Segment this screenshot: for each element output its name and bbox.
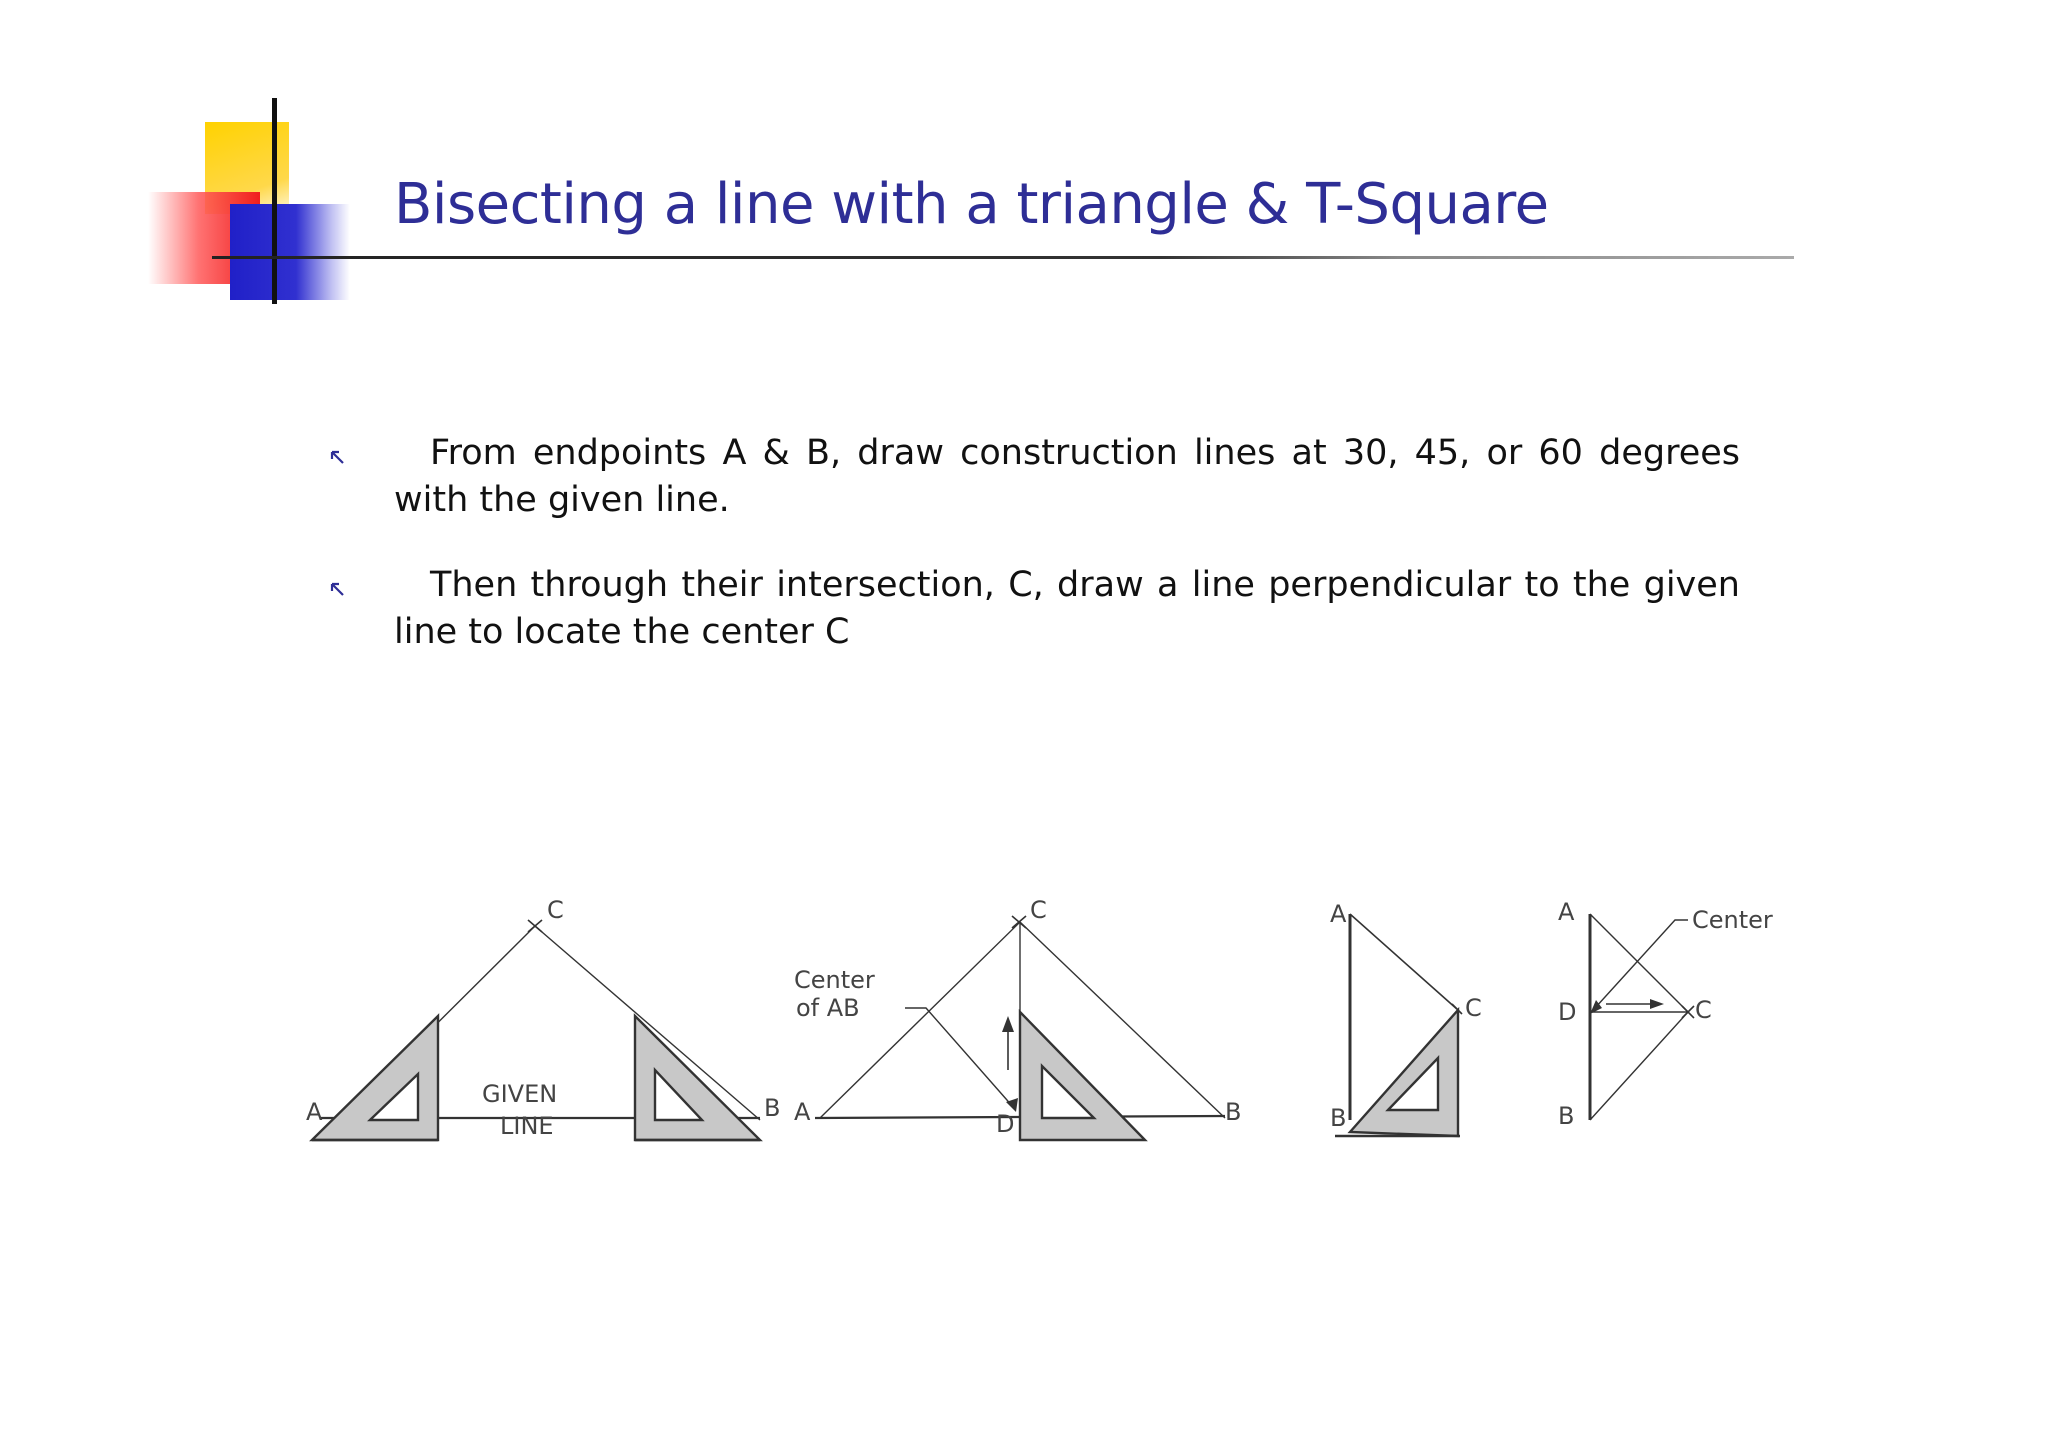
- slide-title: Bisecting a line with a triangle & T-Square: [394, 172, 1549, 237]
- bullet-list: [320, 430, 1740, 694]
- label-b: B: [1558, 1102, 1575, 1130]
- label-a: A: [306, 1098, 323, 1126]
- label-a: A: [794, 1098, 811, 1126]
- panel-4: [1590, 914, 1694, 1120]
- panel-3: [1335, 914, 1462, 1136]
- bisection-figure: [290, 870, 1810, 1190]
- logo-blue-square: [230, 204, 350, 300]
- label-c: C: [547, 896, 564, 924]
- triangle-vertical: [1350, 1010, 1458, 1136]
- label-b: B: [1225, 1098, 1242, 1126]
- label-center: Center: [794, 966, 875, 994]
- label-line: LINE: [500, 1112, 554, 1140]
- bisection-diagram: [290, 870, 1810, 1190]
- triangle-right: [635, 1016, 760, 1140]
- bullet-item: [320, 562, 1740, 656]
- label-b: B: [1330, 1104, 1347, 1132]
- triangle-center: [1020, 1012, 1145, 1140]
- label-a: A: [1330, 900, 1347, 928]
- label-given: GIVEN: [482, 1080, 558, 1108]
- panel-2: [815, 916, 1225, 1140]
- label-c: C: [1695, 996, 1712, 1024]
- label-c: C: [1030, 896, 1047, 924]
- logo: [148, 98, 378, 308]
- arrow-up-left-icon: [328, 580, 348, 600]
- label-d: D: [1558, 998, 1577, 1026]
- bullet-text: From endpoints A & B, draw construction lines at 30, 45, or 60 degrees with the given line.: [394, 433, 1740, 520]
- bullet-item: [320, 430, 1740, 524]
- label-of-ab: of AB: [796, 994, 860, 1022]
- logo-vertical-bar: [272, 98, 277, 304]
- label-d: D: [996, 1110, 1015, 1138]
- label-center: Center: [1692, 906, 1773, 934]
- label-a: A: [1558, 898, 1575, 926]
- title-rule: [212, 256, 1794, 259]
- arrow-up-left-icon: [328, 448, 348, 468]
- bullet-text: Then through their intersection, C, draw a line perpendicular to the given line to locate the center C: [394, 565, 1740, 652]
- label-b: B: [764, 1094, 781, 1122]
- label-c: C: [1465, 994, 1482, 1022]
